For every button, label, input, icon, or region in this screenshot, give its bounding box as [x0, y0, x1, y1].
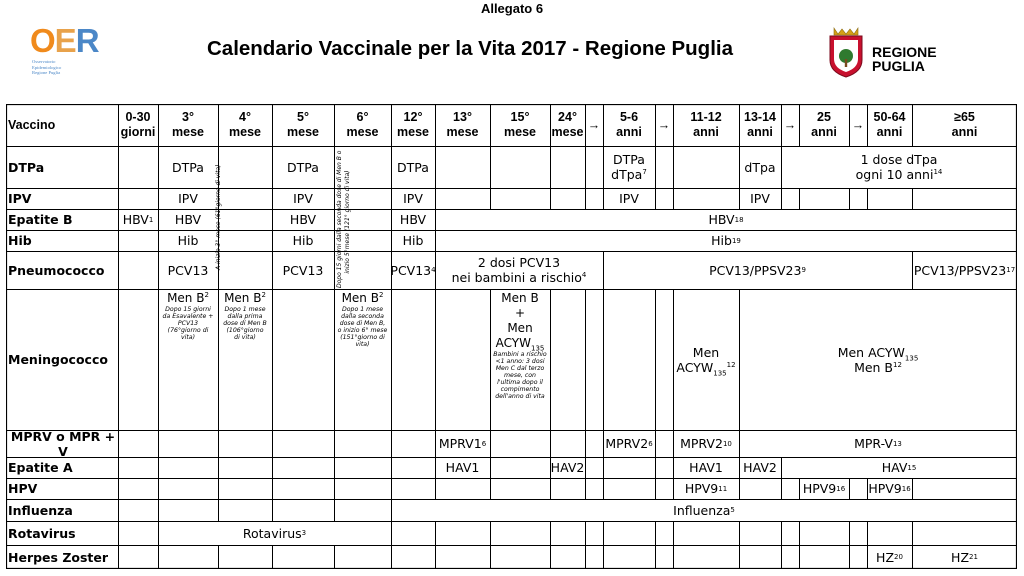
dtpa-5mese: DTPa	[287, 159, 319, 175]
hav-13mese: HAV1	[445, 460, 480, 475]
dtpa-12mese: DTPa	[397, 159, 429, 175]
rota-span: Rotavirus 3	[242, 525, 307, 541]
mprv-5-6anni: MPRV2 6	[605, 436, 653, 451]
allegato-label: Allegato 6	[480, 1, 544, 16]
pcv-65: PCV13/PPSV23 17	[913, 262, 1016, 278]
pcv-5mese: PCV13	[282, 262, 324, 278]
men-15mese: Men B + Men $ACYW_{135}$ Bambini a rischio <1 anno: 3 dosi Men C dal terzo mese, con l'ultima dopo il compimento dell'anno di vita	[493, 291, 547, 400]
hav-11-12anni: HAV1	[689, 460, 723, 475]
region-name: REGIONE PUGLIA	[872, 44, 937, 74]
ipv-3mese: IPV	[178, 191, 198, 206]
menb-3mese: Men $B^2$ Dopo 15 giorni da Esavalente + PCV13 (76°giorno di vita)	[162, 291, 214, 341]
header-vaccino: Vaccino	[8, 117, 56, 132]
header-col-11-12anni: 11-12 anni	[690, 110, 722, 139]
hav-span: HAV 15	[881, 460, 917, 475]
row-label-epatite-a: Epatite A	[8, 460, 73, 475]
mprv-span: MPR-V 13	[854, 436, 902, 451]
hbv-3mese: HBV	[174, 212, 202, 227]
arrow-1: →	[587, 117, 601, 132]
flu-span: Influenza 5	[673, 502, 735, 518]
oer-logo	[30, 22, 120, 82]
row-label-hpv: HPV	[8, 481, 38, 496]
row-label-epatite-b: Epatite B	[8, 212, 73, 227]
men-11-12anni: Men $ACYW_{135}^{12}$	[676, 344, 736, 377]
header-col-25anni: 25 anni	[811, 110, 837, 139]
row-label-mprv: MPRV o MPR + V	[10, 428, 116, 459]
header-col-12mese: 12° mese	[397, 110, 429, 139]
hz-50-64anni: HZ 20	[876, 549, 903, 565]
rotated-note-4mese: A inizio 3° mese (61°giorno di vita)	[215, 164, 222, 270]
header-col-24mese: 24° mese	[551, 110, 584, 139]
hib-span: Hib 19	[711, 233, 741, 248]
rotated-note-5mese-a: Dopo 15 giorni dalla seconda dose di Men B o	[336, 150, 343, 288]
header-col-3mese: 3° mese	[172, 110, 204, 139]
menb-6mese: Men $B^2$ Dopo 1 mese dalla seconda dose di Men B, o inizio 6° mese (151°giorno di vita)	[337, 291, 388, 348]
ipv-13-14anni: IPV	[750, 191, 770, 206]
page-title: Calendario Vaccinale per la Vita 2017 - Regione Puglia	[206, 37, 733, 60]
header-col-15mese: 15° mese	[504, 110, 536, 139]
header-col-5-6anni: 5-6 anni	[616, 110, 642, 139]
row-label-rotavirus: Rotavirus	[8, 525, 76, 541]
header-col-4mese: 4° mese	[229, 110, 261, 139]
header-col-50-64anni: 50-64 anni	[873, 110, 906, 139]
header-col-5mese: 5° mese	[287, 110, 319, 139]
row-label-hib: Hib	[8, 233, 32, 248]
mprv-13mese: MPRV1 6	[438, 436, 487, 451]
hib-5mese: Hib	[292, 233, 314, 248]
arrow-4: →	[851, 117, 865, 132]
row-label-pneumococco: Pneumococco	[8, 262, 105, 278]
arrow-2: →	[657, 117, 671, 132]
hpv-50-64anni: HPV9 16	[868, 481, 911, 496]
hpv-11-12anni: HPV9 11	[684, 481, 728, 496]
row-label-dtpa: DTPa	[8, 159, 45, 175]
header-col-6mese: 6° mese	[346, 110, 379, 139]
rotated-note-5mese-b: inizio 5°mese (121° giorno di vita)	[344, 170, 351, 274]
pcv-risk: 2 dosi PCV13 nei bambini a rischio$^4$	[451, 255, 587, 285]
row-label-influenza: Influenza	[8, 502, 73, 518]
hib-12mese: Hib	[402, 233, 424, 248]
hib-3mese: Hib	[177, 233, 199, 248]
dtpa-5-6anni: DTPa dTpa$^7$	[611, 152, 647, 182]
arrow-3: →	[783, 117, 797, 132]
header-col-13-14anni: 13-14 anni	[744, 110, 776, 139]
region-crest-icon	[826, 26, 866, 78]
hav-24mese: HAV2	[550, 460, 585, 475]
men-adult: Men $ACYW_{135}$ Men $B^{12}$	[837, 344, 919, 375]
hz-65anni: HZ 21	[951, 549, 978, 565]
mprv-11-12anni: MPRV2 10	[680, 436, 732, 451]
oer-subtitle: Osservatorio Epidemiologico Regione Puglia	[32, 59, 62, 76]
hav-13-14anni: HAV2	[743, 460, 777, 475]
pcv-adult: PCV13/PPSV23 9	[709, 262, 806, 278]
ipv-5mese: IPV	[293, 191, 313, 206]
header-col-0-30: 0-30 giorni	[120, 110, 156, 139]
ipv-12mese: IPV	[403, 191, 423, 206]
hpv-25anni: HPV9 16	[802, 481, 846, 496]
row-label-ipv: IPV	[8, 191, 32, 206]
pcv-3mese: PCV13	[167, 262, 209, 278]
oer-wordmark: OER	[30, 22, 99, 59]
menb-4mese: Men $B^2$ Dopo 1 mese dalla prima dose di Men B (106°giorno di vita)	[223, 291, 267, 341]
hbv-span: HBV 18	[708, 212, 744, 227]
row-label-herpes-zoster: Herpes Zoster	[8, 549, 109, 565]
ipv-5-6anni: IPV	[619, 191, 639, 206]
vaccine-schedule-table	[6, 104, 1017, 569]
header-col-65anni: ≥65 anni	[951, 110, 978, 139]
dtpa-13-14anni: dTpa	[744, 159, 776, 175]
hbv-0-30: HBV 1	[122, 212, 154, 227]
hbv-5mese: HBV	[289, 212, 317, 227]
header-col-13mese: 13° mese	[446, 110, 479, 139]
pcv-12mese: PCV13 4	[390, 262, 436, 278]
dtpa-3mese: DTPa	[172, 159, 204, 175]
row-label-meningococco: Meningococco	[8, 352, 108, 367]
dtpa-adult: 1 dose dTpa ogni 10 anni$^{14}$	[855, 152, 943, 182]
hbv-12mese: HBV	[399, 212, 427, 227]
